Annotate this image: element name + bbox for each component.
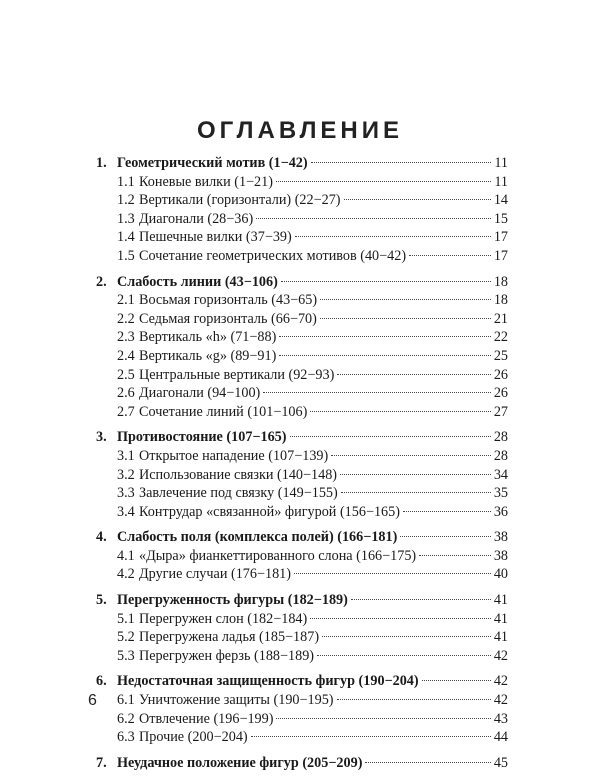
section-number: 2.4: [117, 347, 135, 364]
dot-leader: [279, 355, 491, 356]
page-ref: 15: [493, 210, 508, 227]
chapter-number: 4.: [96, 529, 107, 546]
chapter-number: 1.: [96, 155, 107, 171]
section-number: 2.3: [117, 329, 135, 346]
toc-section-entry: [96, 691, 508, 710]
section-number: 4.2: [117, 566, 135, 583]
toc-chapter-block: [96, 154, 508, 266]
section-number: 2.1: [117, 292, 135, 309]
page-ref: 18: [493, 292, 508, 309]
page-ref: 26: [493, 385, 508, 402]
section-number: 6.3: [117, 729, 135, 746]
chapter-number: 7.: [96, 754, 107, 771]
section-title: «Дыра» фианкеттированного слона (166−175): [139, 547, 417, 564]
toc-section-entry: [96, 484, 508, 503]
page-ref: 27: [493, 403, 508, 420]
page-ref: 43: [493, 710, 508, 727]
toc-chapter-entry: [96, 273, 508, 292]
page-ref: 25: [493, 347, 508, 364]
page-ref: 42: [493, 647, 508, 664]
dot-leader: [422, 680, 491, 681]
section-title: Отвлечение (196−199): [139, 710, 274, 727]
dot-leader: [295, 236, 491, 237]
page-ref: 34: [493, 466, 508, 483]
dot-leader: [403, 511, 491, 512]
dot-leader: [322, 636, 491, 637]
toc-section-entry: [96, 447, 508, 466]
dot-leader: [310, 618, 491, 619]
section-number: 6.2: [117, 710, 135, 727]
dot-leader: [351, 599, 491, 600]
toc-chapter-block: [96, 754, 508, 773]
page-ref: 45: [493, 754, 508, 771]
toc-section-entry: [96, 610, 508, 629]
dot-leader: [251, 736, 491, 737]
page-ref: 38: [493, 529, 508, 546]
page-ref: 42: [493, 673, 508, 690]
section-number: 5.1: [117, 610, 135, 627]
toc-section-entry: [96, 503, 508, 522]
section-number: 2.6: [117, 385, 135, 402]
section-number: 2.5: [117, 366, 135, 383]
dot-leader: [256, 218, 491, 219]
toc-chapter-entry: [96, 154, 508, 173]
toc-section-entry: [96, 191, 508, 210]
page-ref: 22: [493, 329, 508, 346]
section-number: 1.2: [117, 192, 135, 209]
toc-section-entry: [96, 228, 508, 247]
section-title: Диагонали (28−36): [139, 210, 254, 227]
section-title: Перегружен слон (182−184): [139, 610, 308, 627]
toc-chapter-block: [96, 428, 508, 521]
section-number: 3.3: [117, 485, 135, 502]
toc-chapter-entry: [96, 672, 508, 691]
chapter-number: 6.: [96, 673, 107, 690]
dot-leader: [400, 536, 490, 537]
chapter-title: Слабость поля (комплекса полей) (166−181): [117, 529, 398, 546]
toc-section-entry: [96, 728, 508, 747]
page-ref: 11: [494, 155, 508, 171]
section-title: Восьмая горизонталь (43−65): [139, 292, 318, 309]
dot-leader: [340, 474, 491, 475]
page-ref: 17: [493, 229, 508, 246]
toc-section-entry: [96, 366, 508, 385]
page-ref: 28: [493, 447, 508, 464]
toc-section-entry: [96, 173, 508, 192]
dot-leader: [341, 492, 491, 493]
chapter-title: Недостаточная защищенность фигур (190−204): [117, 673, 419, 690]
section-title: Контрудар «связанной» фигурой (156−165): [139, 503, 400, 520]
chapter-title: Противостояние (107−165): [117, 429, 287, 446]
section-title: Вертикали (горизонтали) (22−27): [139, 192, 341, 209]
toc-section-entry: [96, 710, 508, 729]
section-number: 1.4: [117, 229, 135, 246]
section-title: Пешечные вилки (37−39): [139, 229, 292, 246]
section-number: 3.2: [117, 466, 135, 483]
toc-chapter-entry: [96, 528, 508, 547]
section-number: 1.3: [117, 210, 135, 227]
toc-chapter-entry: [96, 591, 508, 610]
section-number: 1.1: [117, 173, 135, 190]
page-title: ОГЛАВЛЕНИЕ: [196, 117, 404, 144]
page-ref: 40: [493, 566, 508, 583]
chapter-title: Неудачное положение фигур (205−209): [117, 754, 363, 771]
page-ref: 28: [493, 429, 508, 446]
toc-chapter-entry: [96, 428, 508, 447]
page-ref: 14: [493, 192, 508, 209]
section-title: Перегружена ладья (185−187): [139, 629, 320, 646]
toc-chapter-block: [96, 591, 508, 665]
toc-section-entry: [96, 565, 508, 584]
toc-section-entry: [96, 647, 508, 666]
section-title: Использование связки (140−148): [139, 466, 338, 483]
toc-section-entry: [96, 347, 508, 366]
chapter-title: Слабость линии (43−106): [117, 273, 278, 290]
section-number: 2.2: [117, 310, 135, 327]
dot-leader: [419, 555, 491, 556]
section-number: 3.4: [117, 503, 135, 520]
page-ref: 41: [493, 592, 508, 609]
dot-leader: [290, 436, 491, 437]
dot-leader: [331, 455, 491, 456]
dot-leader: [409, 255, 491, 256]
section-number: 5.2: [117, 629, 135, 646]
page-ref: 11: [494, 173, 508, 190]
section-title: Коневые вилки (1−21): [139, 173, 273, 190]
chapter-number: 2.: [96, 273, 107, 290]
toc-chapter-block: [96, 528, 508, 584]
page-ref: 44: [493, 729, 508, 746]
page-ref: 36: [493, 503, 508, 520]
toc-section-entry: [96, 291, 508, 310]
dot-leader: [310, 411, 490, 412]
toc-section-entry: [96, 547, 508, 566]
section-title: Уничтожение защиты (190−195): [139, 692, 334, 709]
section-number: 2.7: [117, 403, 135, 420]
dot-leader: [320, 299, 491, 300]
chapter-title: Геометрический мотив (1−42): [117, 155, 308, 171]
page-ref: 42: [493, 692, 508, 709]
toc-section-entry: [96, 403, 508, 422]
section-number: 6.1: [117, 692, 135, 709]
dot-leader: [344, 199, 491, 200]
chapter-title: Перегруженность фигуры (182−189): [117, 592, 348, 609]
dot-leader: [276, 718, 490, 719]
toc-chapter-block: [96, 672, 508, 746]
table-of-contents: [96, 154, 508, 779]
toc-section-entry: [96, 210, 508, 229]
section-title: Сочетание линий (101−106): [139, 403, 308, 420]
section-title: Вертикаль «g» (89−91): [139, 347, 277, 364]
dot-leader: [365, 762, 490, 763]
dot-leader: [281, 281, 491, 282]
section-number: 4.1: [117, 547, 135, 564]
section-title: Перегружен ферзь (188−189): [139, 647, 315, 664]
chapter-number: 5.: [96, 592, 107, 609]
section-title: Сочетание геометрических мотивов (40−42): [139, 247, 407, 264]
section-title: Диагонали (94−100): [139, 385, 261, 402]
page-ref: 26: [493, 366, 508, 383]
dot-leader: [263, 392, 491, 393]
toc-section-entry: [96, 328, 508, 347]
page-ref: 35: [493, 485, 508, 502]
dot-leader: [337, 699, 491, 700]
section-title: Центральные вертикали (92−93): [139, 366, 335, 383]
section-number: 1.5: [117, 247, 135, 264]
dot-leader: [311, 162, 491, 163]
section-title: Прочие (200−204): [139, 729, 248, 746]
toc-section-entry: [96, 247, 508, 266]
section-title: Открытое нападение (107−139): [139, 447, 329, 464]
toc-section-entry: [96, 466, 508, 485]
section-number: 3.1: [117, 447, 135, 464]
dot-leader: [337, 374, 491, 375]
toc-section-entry: [96, 628, 508, 647]
section-number: 5.3: [117, 647, 135, 664]
page-ref: 41: [493, 610, 508, 627]
dot-leader: [276, 181, 491, 182]
section-title: Вертикаль «h» (71−88): [139, 329, 277, 346]
chapter-number: 3.: [96, 429, 107, 446]
page-number: 6: [88, 692, 97, 709]
page-ref: 17: [493, 247, 508, 264]
dot-leader: [320, 318, 491, 319]
toc-section-entry: [96, 310, 508, 329]
section-title: Другие случаи (176−181): [139, 566, 291, 583]
page-ref: 18: [493, 273, 508, 290]
section-title: Седьмая горизонталь (66−70): [139, 310, 317, 327]
dot-leader: [294, 573, 491, 574]
toc-section-entry: [96, 384, 508, 403]
page-ref: 21: [493, 310, 508, 327]
dot-leader: [317, 655, 491, 656]
toc-chapter-block: [96, 273, 508, 422]
page-ref: 41: [493, 629, 508, 646]
page-ref: 38: [493, 547, 508, 564]
section-title: Завлечение под связку (149−155): [139, 485, 338, 502]
toc-chapter-entry: [96, 754, 508, 773]
dot-leader: [279, 336, 491, 337]
